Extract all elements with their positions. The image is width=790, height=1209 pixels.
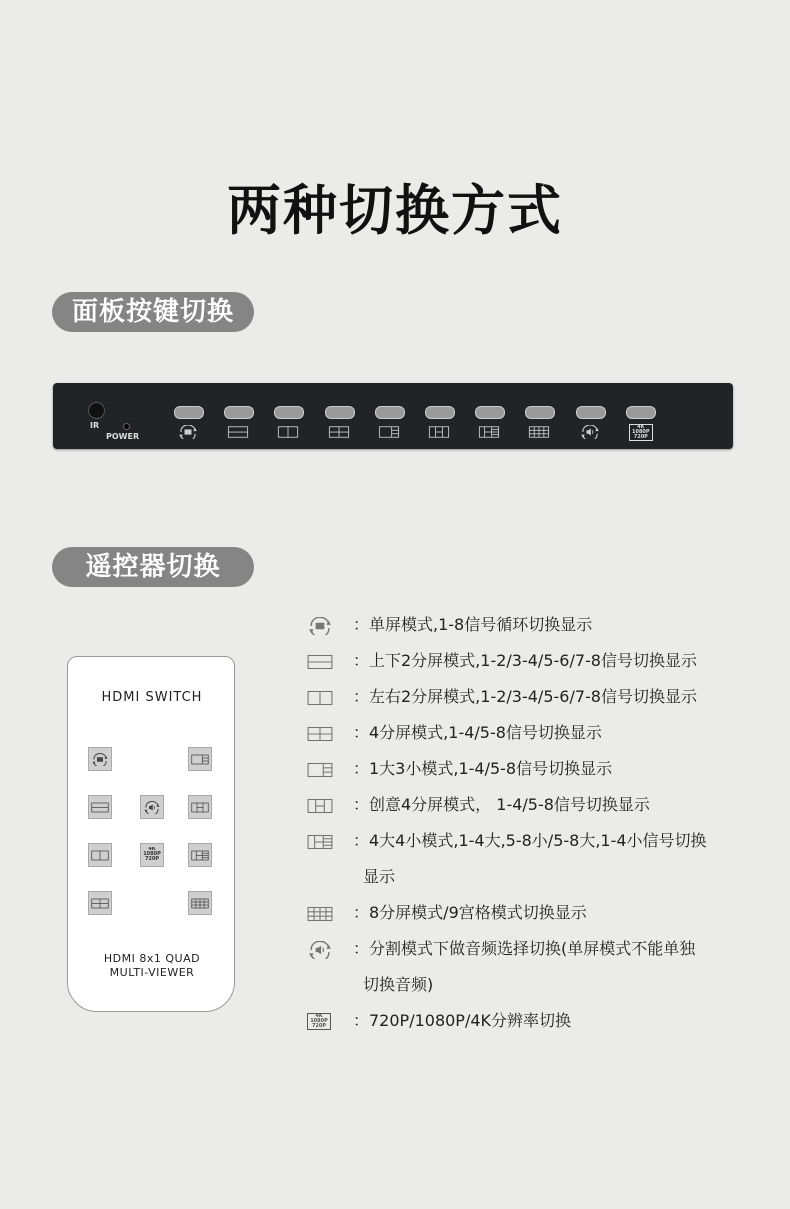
section-label-panel: 面板按键切换: [52, 292, 254, 332]
split-left-right-icon: [307, 686, 335, 708]
mode-description-text-continued: 切换音频): [363, 975, 434, 994]
panel-button-8[interactable]: [525, 406, 555, 443]
resolution-text: 4K: [148, 847, 156, 852]
remote-title: HDMI SWITCH: [101, 690, 203, 705]
resolution-text: 720P: [144, 856, 160, 862]
power-led: [123, 423, 130, 430]
remote-model: [68, 952, 236, 980]
mode-description-text: ：8分屏模式/9宫格模式切换显示: [353, 903, 587, 922]
resolution-text: 720P: [311, 1023, 327, 1029]
remote-button-cycle[interactable]: [88, 747, 112, 771]
four-big-four-small-icon: [478, 424, 505, 443]
audio-icon: [579, 424, 606, 443]
cycle-icon: [177, 424, 204, 443]
nine-grid-icon: [528, 424, 555, 443]
panel-button-3[interactable]: [274, 406, 304, 443]
resolution-icon: [141, 847, 163, 864]
panel-key[interactable]: [525, 406, 555, 419]
resolution-text: 1080P: [143, 851, 161, 857]
remote-model-line1: HDMI 8x1 QUAD: [103, 952, 201, 965]
panel-key[interactable]: [325, 406, 355, 419]
panel-key[interactable]: [576, 406, 606, 419]
panel-key[interactable]: [174, 406, 204, 419]
remote-button-audio[interactable]: [140, 795, 164, 819]
remote-control: [67, 656, 235, 1012]
remote-button-one-big-three-small[interactable]: [188, 747, 212, 771]
nine-grid-icon: [307, 902, 335, 924]
split-top-bottom-icon: [307, 650, 335, 672]
mode-description-text: ：左右2分屏模式,1-2/3-4/5-6/7-8信号切换显示: [353, 687, 697, 706]
remote-button-creative-quad[interactable]: [188, 795, 212, 819]
mode-description-text: ：1大3小模式,1-4/5-8信号切换显示: [353, 759, 613, 778]
ir-receiver: [88, 402, 105, 419]
remote-button-quad[interactable]: [88, 891, 112, 915]
mode-description-text: ：创意4分屏模式， 1-4/5-8信号切换显示: [353, 795, 650, 814]
mode-description-text: ：4大4小模式,1-4大,5-8小/5-8大,1-4小信号切换: [353, 831, 707, 850]
panel-button-7[interactable]: [475, 406, 505, 443]
panel-button-9[interactable]: [576, 406, 606, 443]
device-front-panel: [53, 383, 733, 449]
panel-button-5[interactable]: [375, 406, 405, 443]
mode-description-text: ：上下2分屏模式,1-2/3-4/5-6/7-8信号切换显示: [353, 651, 697, 670]
remote-button-resolution[interactable]: [140, 843, 164, 867]
split-left-right-icon: [277, 424, 304, 443]
four-big-four-small-icon: [307, 830, 335, 852]
panel-button-2[interactable]: [224, 406, 254, 443]
remote-button-split-top-bottom[interactable]: [88, 795, 112, 819]
remote-model-line2: MULTI-VIEWER: [109, 966, 195, 979]
panel-button-10[interactable]: [626, 406, 656, 441]
panel-key[interactable]: [626, 406, 656, 419]
panel-key[interactable]: [274, 406, 304, 419]
mode-description-text-continued: 显示: [363, 867, 396, 886]
one-big-three-small-icon: [307, 758, 335, 780]
panel-button-6[interactable]: [425, 406, 455, 443]
resolution-text: 4K: [315, 1013, 323, 1019]
cycle-icon: [307, 614, 335, 636]
ir-label: IR: [90, 421, 100, 430]
mode-description-text: ：720P/1080P/4K分辨率切换: [353, 1011, 572, 1030]
quad-icon: [307, 722, 335, 744]
resolution-text: 1080P: [310, 1018, 328, 1024]
remote-button-split-left-right[interactable]: [88, 843, 112, 867]
creative-quad-icon: [428, 424, 455, 443]
resolution-icon: [629, 424, 656, 441]
mode-description-text: ：单屏模式,1-8信号循环切换显示: [353, 615, 593, 634]
panel-button-1[interactable]: [174, 406, 204, 443]
resolution-text: 720P: [633, 434, 648, 440]
panel-button-4[interactable]: [325, 406, 355, 443]
panel-key[interactable]: [475, 406, 505, 419]
power-label: POWER: [106, 432, 140, 441]
remote-button-nine-grid[interactable]: [188, 891, 212, 915]
creative-quad-icon: [307, 794, 335, 816]
panel-key[interactable]: [425, 406, 455, 419]
resolution-text: 1080P: [632, 429, 650, 435]
remote-button-four-big-four-small[interactable]: [188, 843, 212, 867]
resolution-text: 4K: [637, 424, 645, 430]
one-big-three-small-icon: [378, 424, 405, 443]
split-top-bottom-icon: [227, 424, 254, 443]
audio-icon: [307, 938, 335, 960]
panel-key[interactable]: [224, 406, 254, 419]
panel-key[interactable]: [375, 406, 405, 419]
mode-description-text: ：分割模式下做音频选择切换(单屏模式不能单独: [353, 939, 696, 958]
section-label-remote: 遥控器切换: [52, 547, 254, 587]
resolution-icon: [307, 1010, 335, 1032]
quad-icon: [328, 424, 355, 443]
main-title: 两种切换方式: [227, 179, 563, 242]
mode-description-text: ：4分屏模式,1-4/5-8信号切换显示: [353, 723, 602, 742]
